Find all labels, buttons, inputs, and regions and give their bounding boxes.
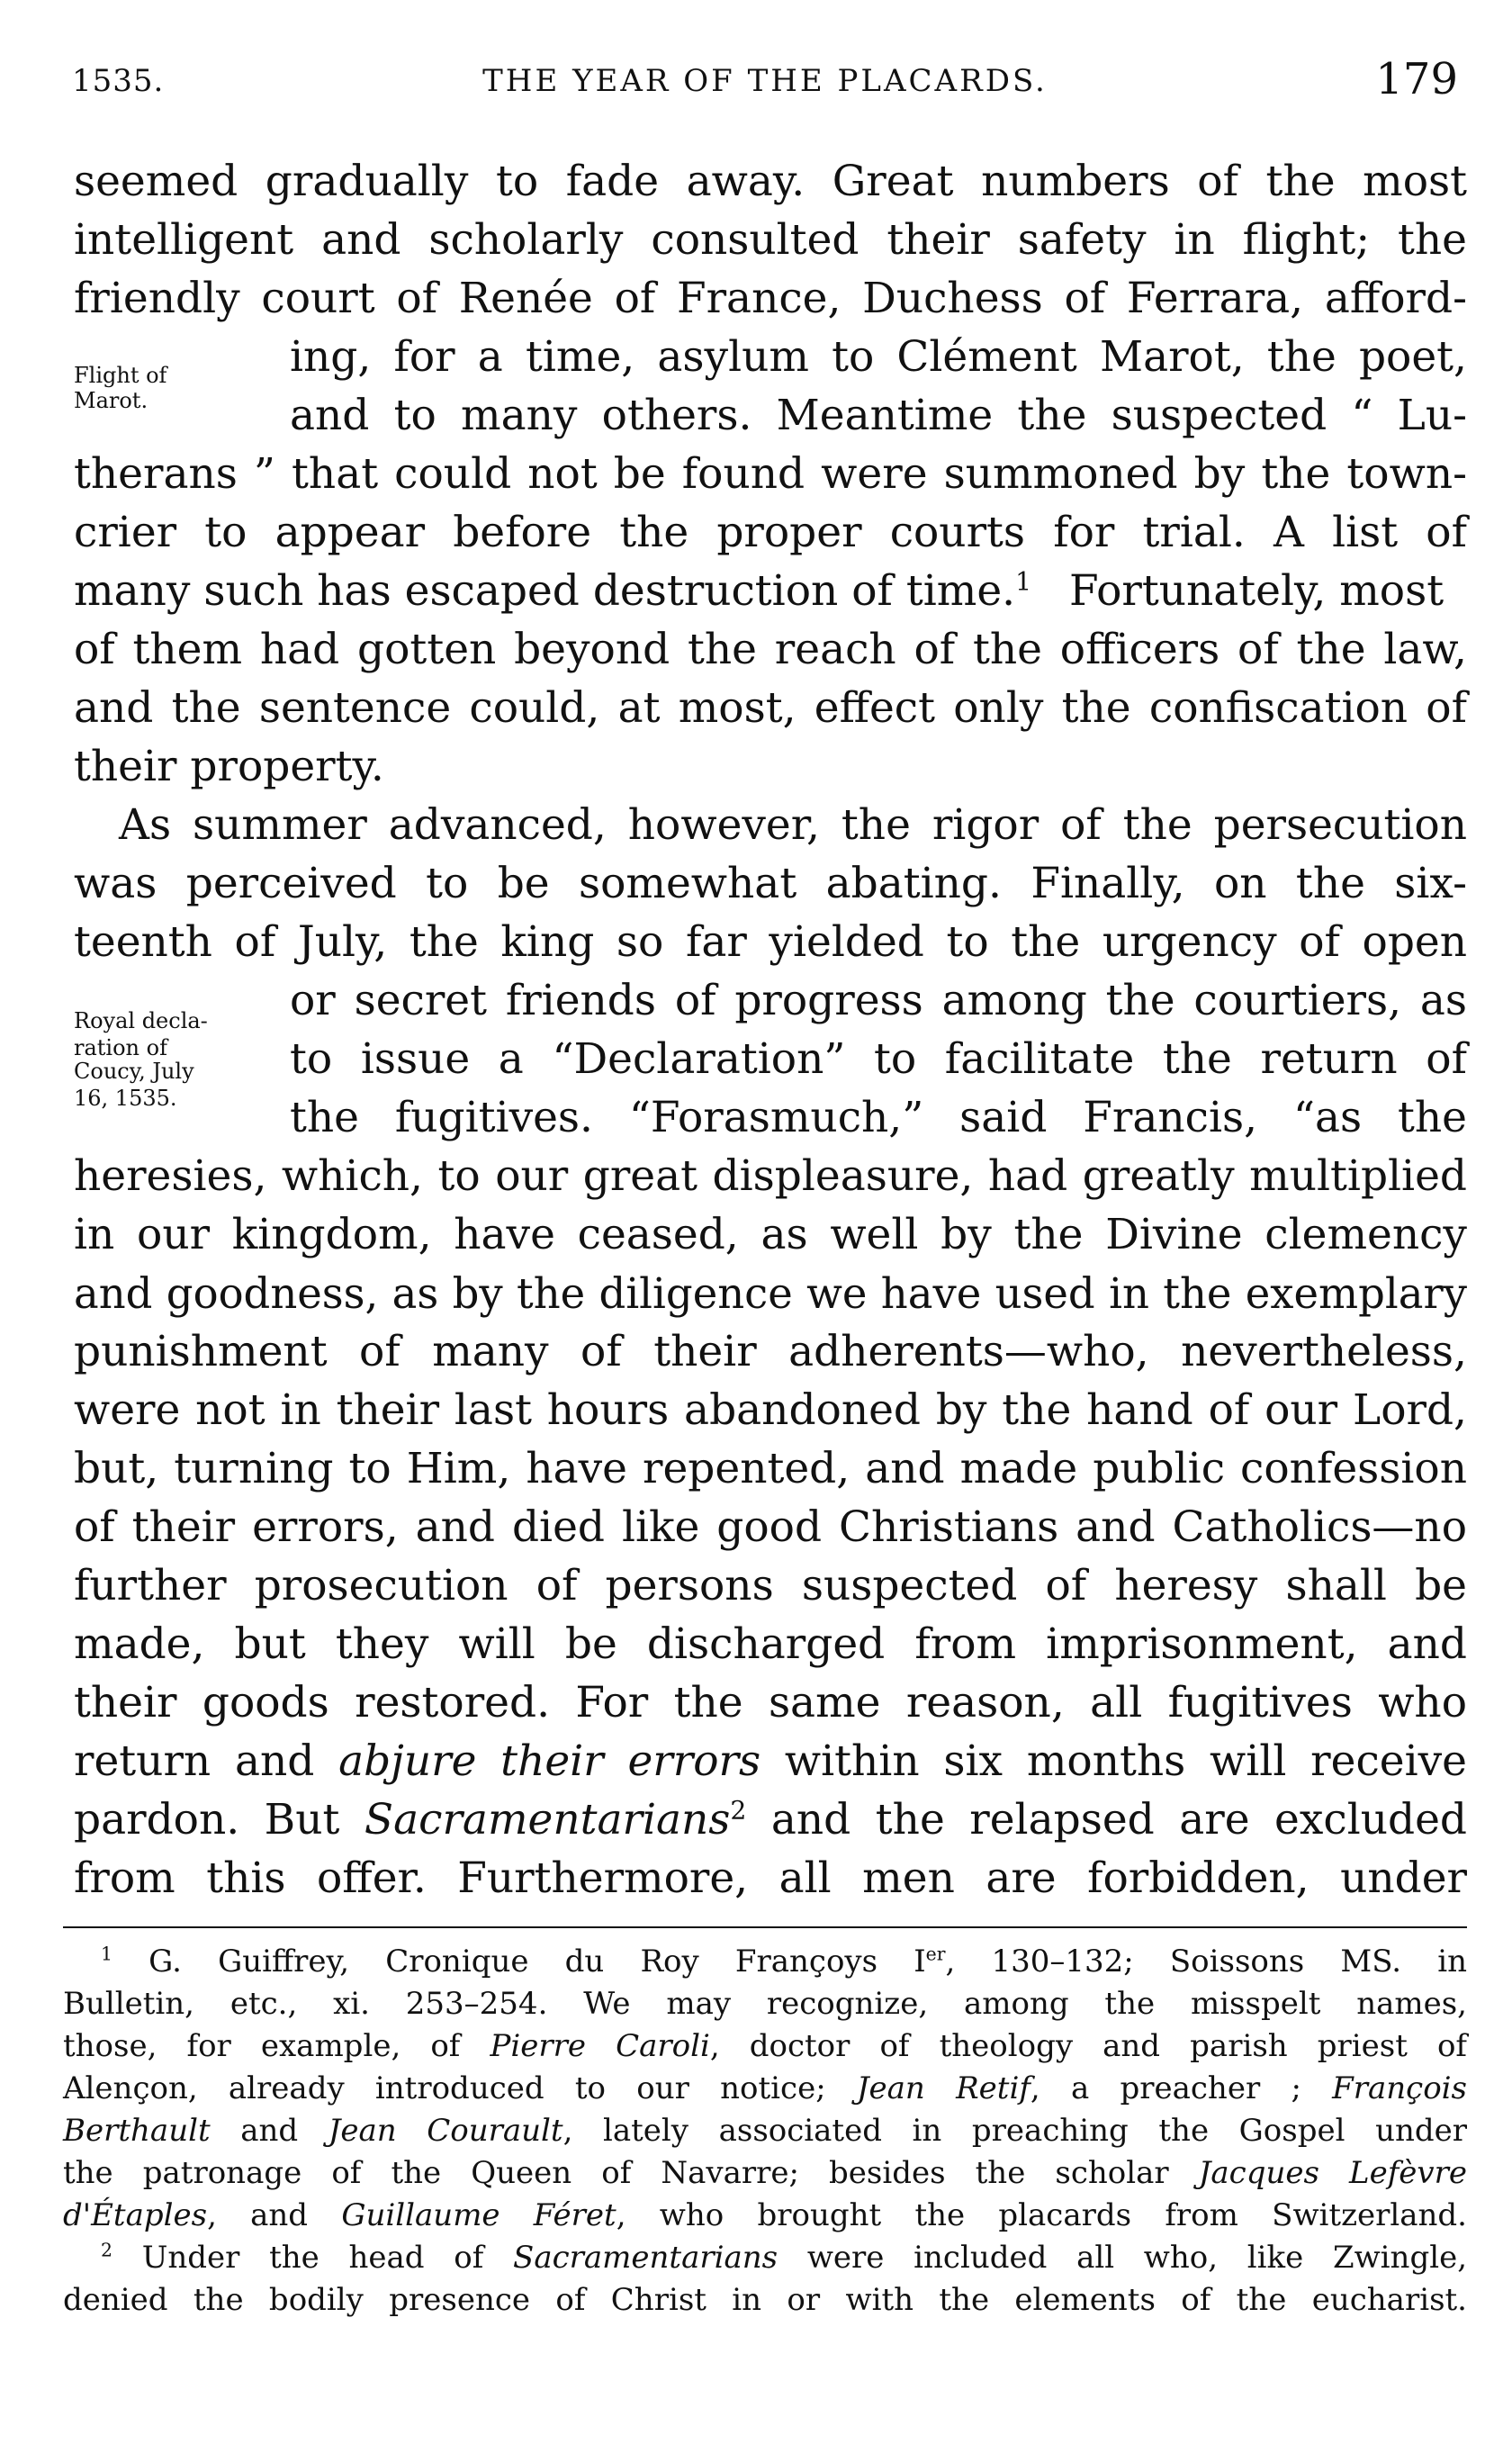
- body-segment: pardon. But: [74, 1795, 340, 1844]
- fn-italic: Guillaume Féret: [341, 2197, 616, 2233]
- body-line: but, turning to Him, have repented, and made public confession: [74, 1444, 1467, 1493]
- body-line: intelligent and scholarly consulted their safety in flight; the: [74, 215, 1467, 265]
- body-line: the fugitives. “Forasmuch,” said Francis, “as the: [290, 1093, 1467, 1142]
- body-line: therans ” that could not be found were summoned by the town-: [74, 449, 1467, 499]
- body-line: and the sentence could, at most, effect only the confiscation of: [74, 683, 1467, 733]
- body-line: [74, 1791, 1467, 1849]
- fn-italic: Jean Retif: [856, 2070, 1030, 2106]
- fn-italic: d'Étaples: [63, 2197, 208, 2233]
- body-line: crier to appear before the proper courts for trial. A list of: [74, 508, 1467, 557]
- fn-segment: , 130–132; Soissons MS. in: [945, 1943, 1468, 1980]
- body-line: or secret friends of progress among the courtiers, as: [290, 976, 1467, 1025]
- body-line: teenth of July, the king so far yielded to the urgency of open: [74, 917, 1467, 967]
- body-line: was perceived to be somewhat abating. Finally, on the six-: [74, 859, 1467, 908]
- body-line: punishment of many of their adherents—who, nevertheless,: [74, 1327, 1467, 1376]
- fn-segment: Under the head of: [141, 2240, 484, 2276]
- footnote-ref-2: 2: [730, 1795, 747, 1826]
- footnote-line: [63, 2070, 1467, 2107]
- body-line: of them had gotten beyond the reach of the officers of the law,: [74, 625, 1467, 674]
- footnote-mark: 1: [101, 1943, 112, 1965]
- fn-segment: the patronage of the Queen of Navarre; besides the scholar: [63, 2155, 1169, 2191]
- body-line: to issue a “Declaration” to facilitate the return of: [290, 1034, 1467, 1084]
- fn-superscript: er: [925, 1943, 946, 1965]
- body-italic: Sacramentarians: [364, 1795, 731, 1844]
- body-line: As summer advanced, however, the rigor of the persecution: [119, 800, 1467, 850]
- footnote-line: [63, 2112, 1467, 2150]
- body-line: ing, for a time, asylum to Clément Marot, the poet,: [290, 332, 1467, 382]
- margin-note-royal-line2: ration of: [74, 1035, 167, 1060]
- margin-note-royal-line3: Coucy, July: [74, 1059, 194, 1084]
- body-line: and to many others. Meantime the suspected “ Lu-: [290, 391, 1467, 440]
- fn-segment: , and: [207, 2197, 309, 2233]
- fn-italic: Jean Courault: [328, 2113, 563, 2149]
- body-line: their property.: [74, 742, 384, 791]
- body-line: further prosecution of persons suspected of heresy shall be: [74, 1561, 1467, 1610]
- footnote-line: Bulletin, etc., xi. 253–254. We may recognize, among the misspelt names,: [63, 1986, 1467, 2022]
- body-line: of their errors, and died like good Christians and Catholics—no: [74, 1502, 1467, 1552]
- fn-italic: François: [1332, 2070, 1468, 2106]
- body-line: made, but they will be discharged from imprisonment, and: [74, 1619, 1467, 1669]
- margin-note-flight-line2: Marot.: [74, 388, 148, 413]
- margin-note-royal-line1: Royal decla-: [74, 1008, 208, 1033]
- fn-italic: Jacques Lefèvre: [1198, 2155, 1468, 2191]
- margin-note-royal-line4: 16, 1535.: [74, 1086, 177, 1111]
- body-line: heresies, which, to our great displeasure, had greatly multiplied: [74, 1151, 1467, 1201]
- footnote-line: [63, 2027, 1467, 2065]
- fn-segment: those, for example, of: [63, 2028, 461, 2064]
- body-line: seemed gradually to fade away. Great numbers of the most: [74, 157, 1467, 206]
- fn-segment: G. Guiffrey, Cronique du Roy Françoys I: [148, 1943, 926, 1980]
- body-segment: return and: [74, 1736, 315, 1786]
- footnote-line: [101, 1943, 1467, 1980]
- fn-italic: Sacramentarians: [513, 2240, 778, 2276]
- margin-note-flight-line1: Flight of: [74, 363, 167, 388]
- footnote-line: [101, 2239, 1467, 2277]
- fn-segment: , doctor of theology and parish priest of: [709, 2028, 1468, 2064]
- fn-segment: and: [240, 2113, 299, 2149]
- fn-segment: were included all who, like Zwingle,: [806, 2240, 1468, 2276]
- body-line: their goods restored. For the same reason, all fugitives who: [74, 1678, 1467, 1727]
- fn-segment: , lately associated in preaching the Gospel under: [562, 2113, 1468, 2149]
- body-line: were not in their last hours abandoned by the hand of our Lord,: [74, 1385, 1467, 1435]
- header-year: 1535.: [72, 63, 165, 99]
- body-segment: and the relapsed are excluded: [770, 1795, 1467, 1844]
- body-line: in our kingdom, have ceased, as well by the Divine clemency: [74, 1210, 1467, 1259]
- body-line: [74, 1733, 1467, 1790]
- body-segment: Fortunately, most: [1069, 566, 1444, 616]
- fn-italic: Pierre Caroli: [490, 2028, 710, 2064]
- body-line: and goodness, as by the diligence we have used in the exemplary: [74, 1269, 1467, 1318]
- fn-segment: , a preacher ;: [1030, 2070, 1301, 2106]
- fn-segment: , who brought the placards from Switzerland.: [616, 2197, 1467, 2233]
- body-line: [74, 563, 1467, 620]
- footnote-line: denied the bodily presence of Christ in or with the elements of the eucharist.: [63, 2282, 1467, 2318]
- running-head: [72, 54, 1458, 108]
- footnote-rule: [63, 1926, 1467, 1928]
- body-line: from this offer. Furthermore, all men are forbidden, under: [74, 1853, 1467, 1903]
- footnote-mark: 2: [101, 2239, 112, 2261]
- page-number: 179: [1375, 54, 1458, 104]
- footnote-line: [63, 2154, 1467, 2192]
- fn-italic: Berthault: [63, 2113, 211, 2149]
- body-segment: within six months will receive: [784, 1736, 1467, 1786]
- footnote-line: [63, 2196, 1467, 2234]
- fn-segment: Alençon, already introduced to our notice;: [63, 2070, 826, 2106]
- body-line: friendly court of Renée of France, Duchess of Ferrara, afford-: [74, 274, 1467, 323]
- body-segment: many such has escaped destruction of time.: [74, 566, 1016, 616]
- header-title: THE YEAR OF THE PLACARDS.: [482, 63, 1048, 99]
- body-italic: abjure their errors: [338, 1736, 761, 1786]
- footnote-ref-1: 1: [1015, 566, 1032, 597]
